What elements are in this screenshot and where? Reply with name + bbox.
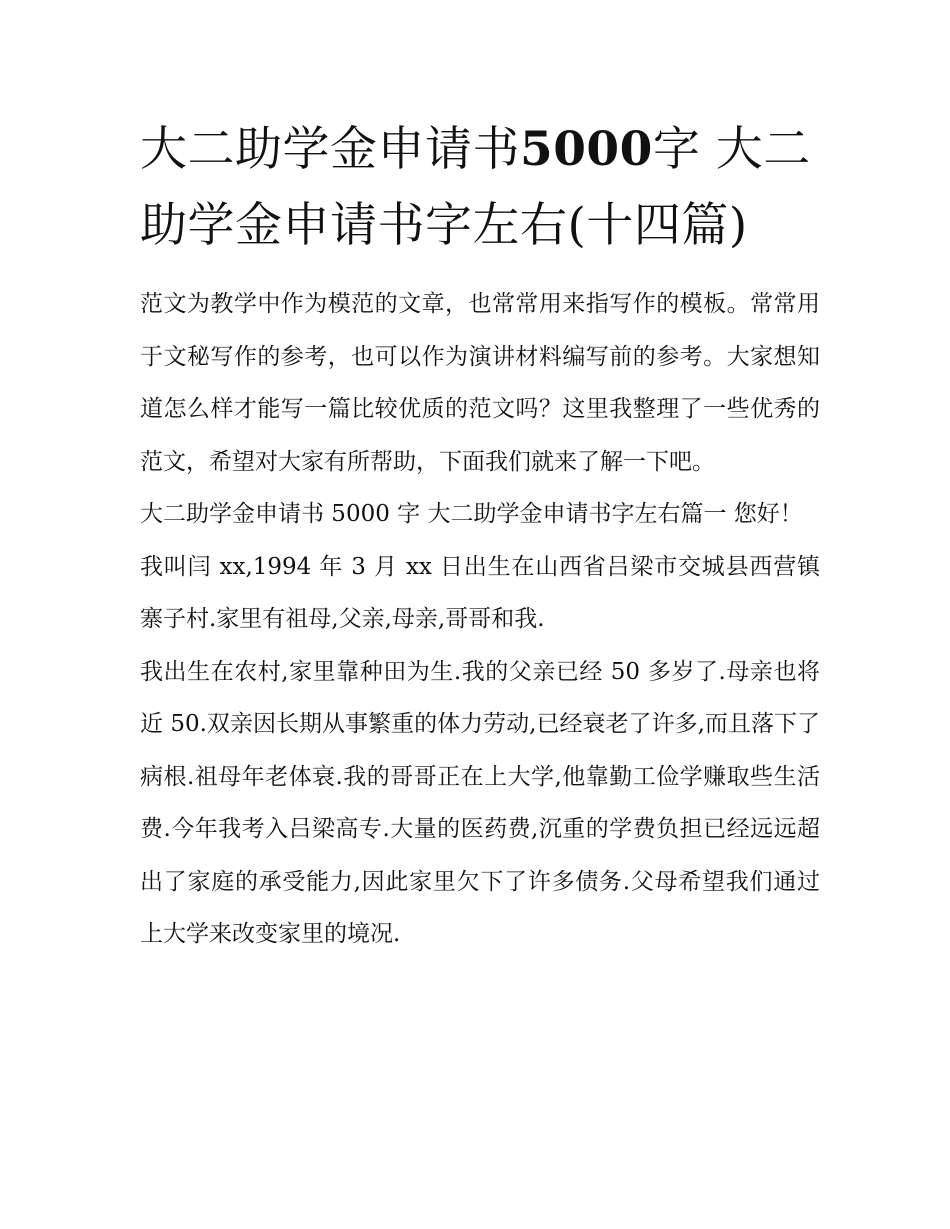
title-part-1: 大二助学金申请书 [140,122,520,177]
family-situation-paragraph: 我出生在农村,家里靠种田为生.我的父亲已经 50 多岁了.母亲也将近 50.双亲因长期从事繁重的体力劳动,已经衰老了许多,而且落下了病根.祖母年老体衰.我的哥哥正在上大学,他靠勤工俭学赚取些生活费.今年我考入吕梁高专.大量的医药费,沉重的学费负担已经远远超出了家庭的承受能力,因此家里欠下了许多债务.父母希望我们通过上大学来改变家里的境况. [140,658,820,947]
document-body [140,278,820,961]
document-page [140,112,820,961]
self-introduction-paragraph: 我叫闫 xx,1994 年 3 月 xx 日出生在山西省吕梁市交城县西营镇寨子村.家里有祖母,父亲,母亲,哥哥和我. [140,553,820,632]
document-title [140,112,820,264]
title-part-2: 字 大二助学金申请书字左右(十四篇) [140,122,811,253]
title-number: 5000 [520,122,653,177]
intro-paragraph: 范文为教学中作为模范的文章，也常常用来指写作的模板。常常用于文秘写作的参考，也可以作为演讲材料编写前的参考。大家想知道怎么样才能写一篇比较优质的范文吗？这里我整理了一些优秀的范文，希望对大家有所帮助，下面我们就来了解一下吧。 [140,291,820,475]
section-heading-paragraph: 大二助学金申请书 5000 字 大二助学金申请书字左右篇一 您好！ [140,501,803,527]
